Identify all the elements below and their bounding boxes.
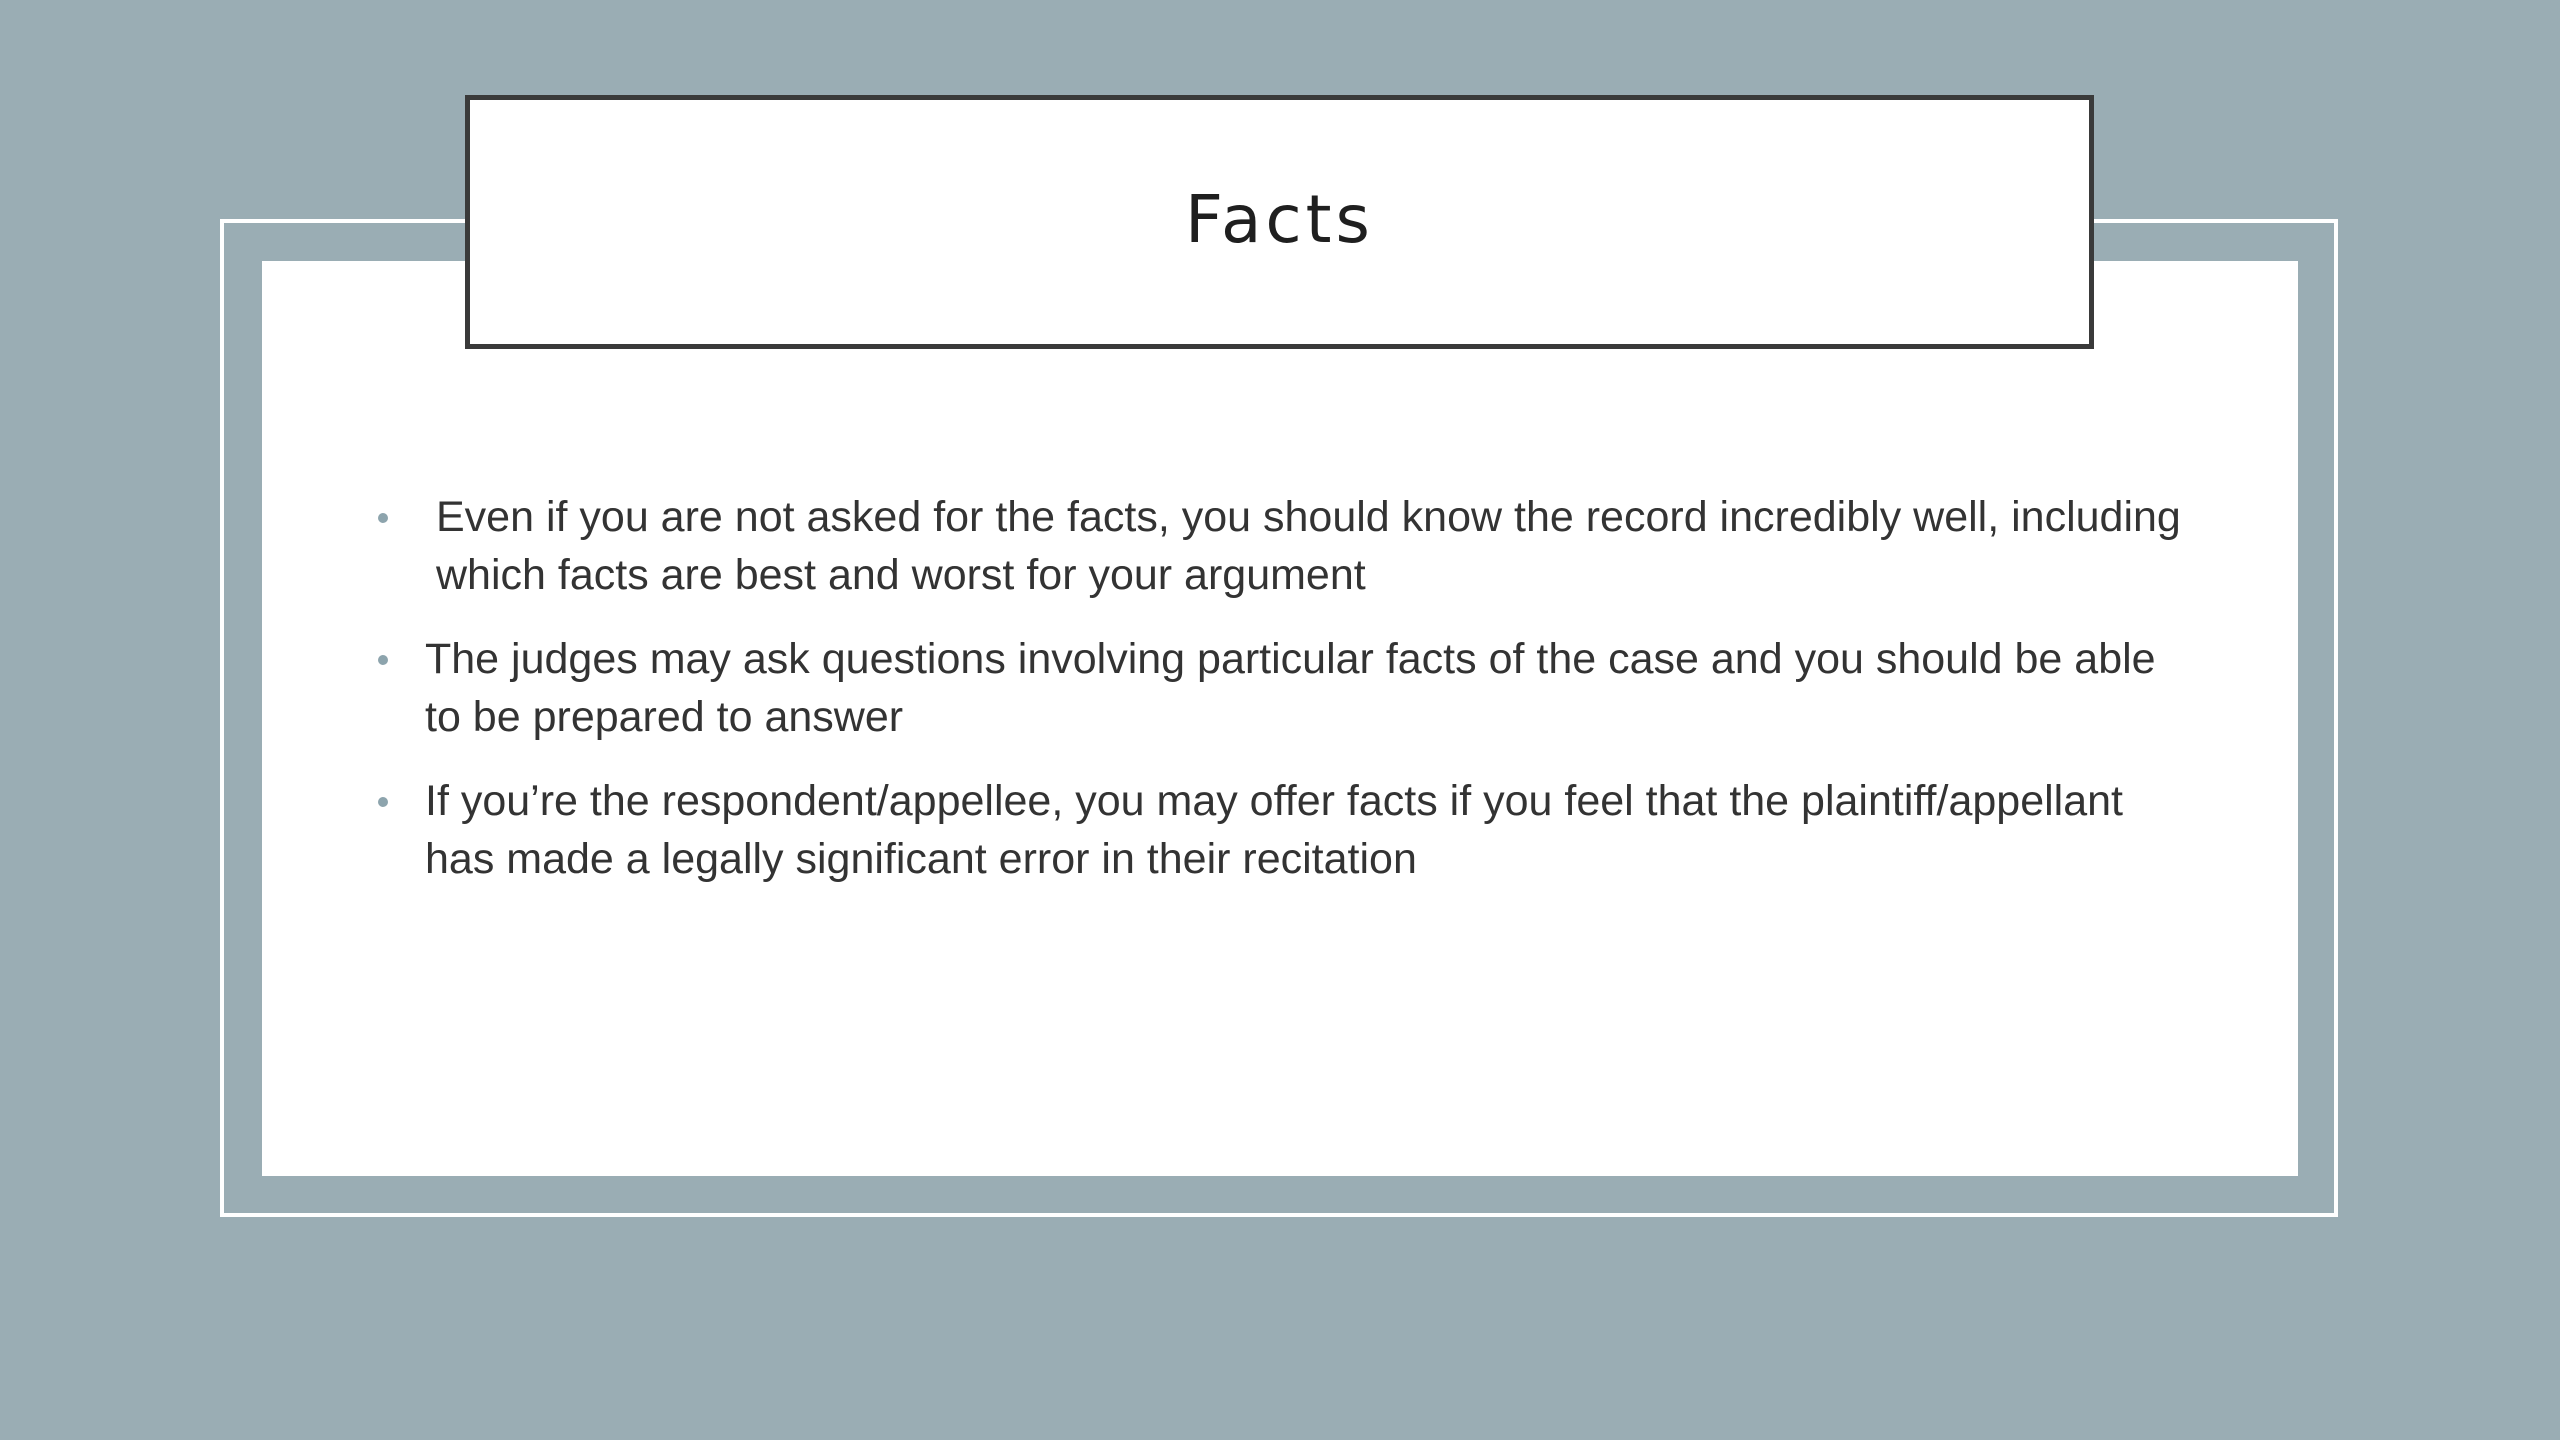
bullet-dot-icon [378,513,388,523]
bullet-dot-icon [378,655,388,665]
bullet-text: Even if you are not asked for the facts, you should know the record incredibly well, including which facts are best and worst for your argument [436,493,2181,599]
bullet-item [370,772,2200,888]
slide-title: Facts [1185,180,1374,258]
bullet-item [370,488,2200,604]
bullet-text: If you’re the respondent/appellee, you may offer facts if you feel that the plaintiff/appellant has made a legally significant error in their recitation [425,777,2123,883]
bullet-dot-icon [378,797,388,807]
bullet-item [370,630,2200,746]
title-box [465,95,2094,349]
bullet-text: The judges may ask questions involving particular facts of the case and you should be able to be prepared to answer [425,635,2156,741]
bullet-list [370,488,2200,914]
